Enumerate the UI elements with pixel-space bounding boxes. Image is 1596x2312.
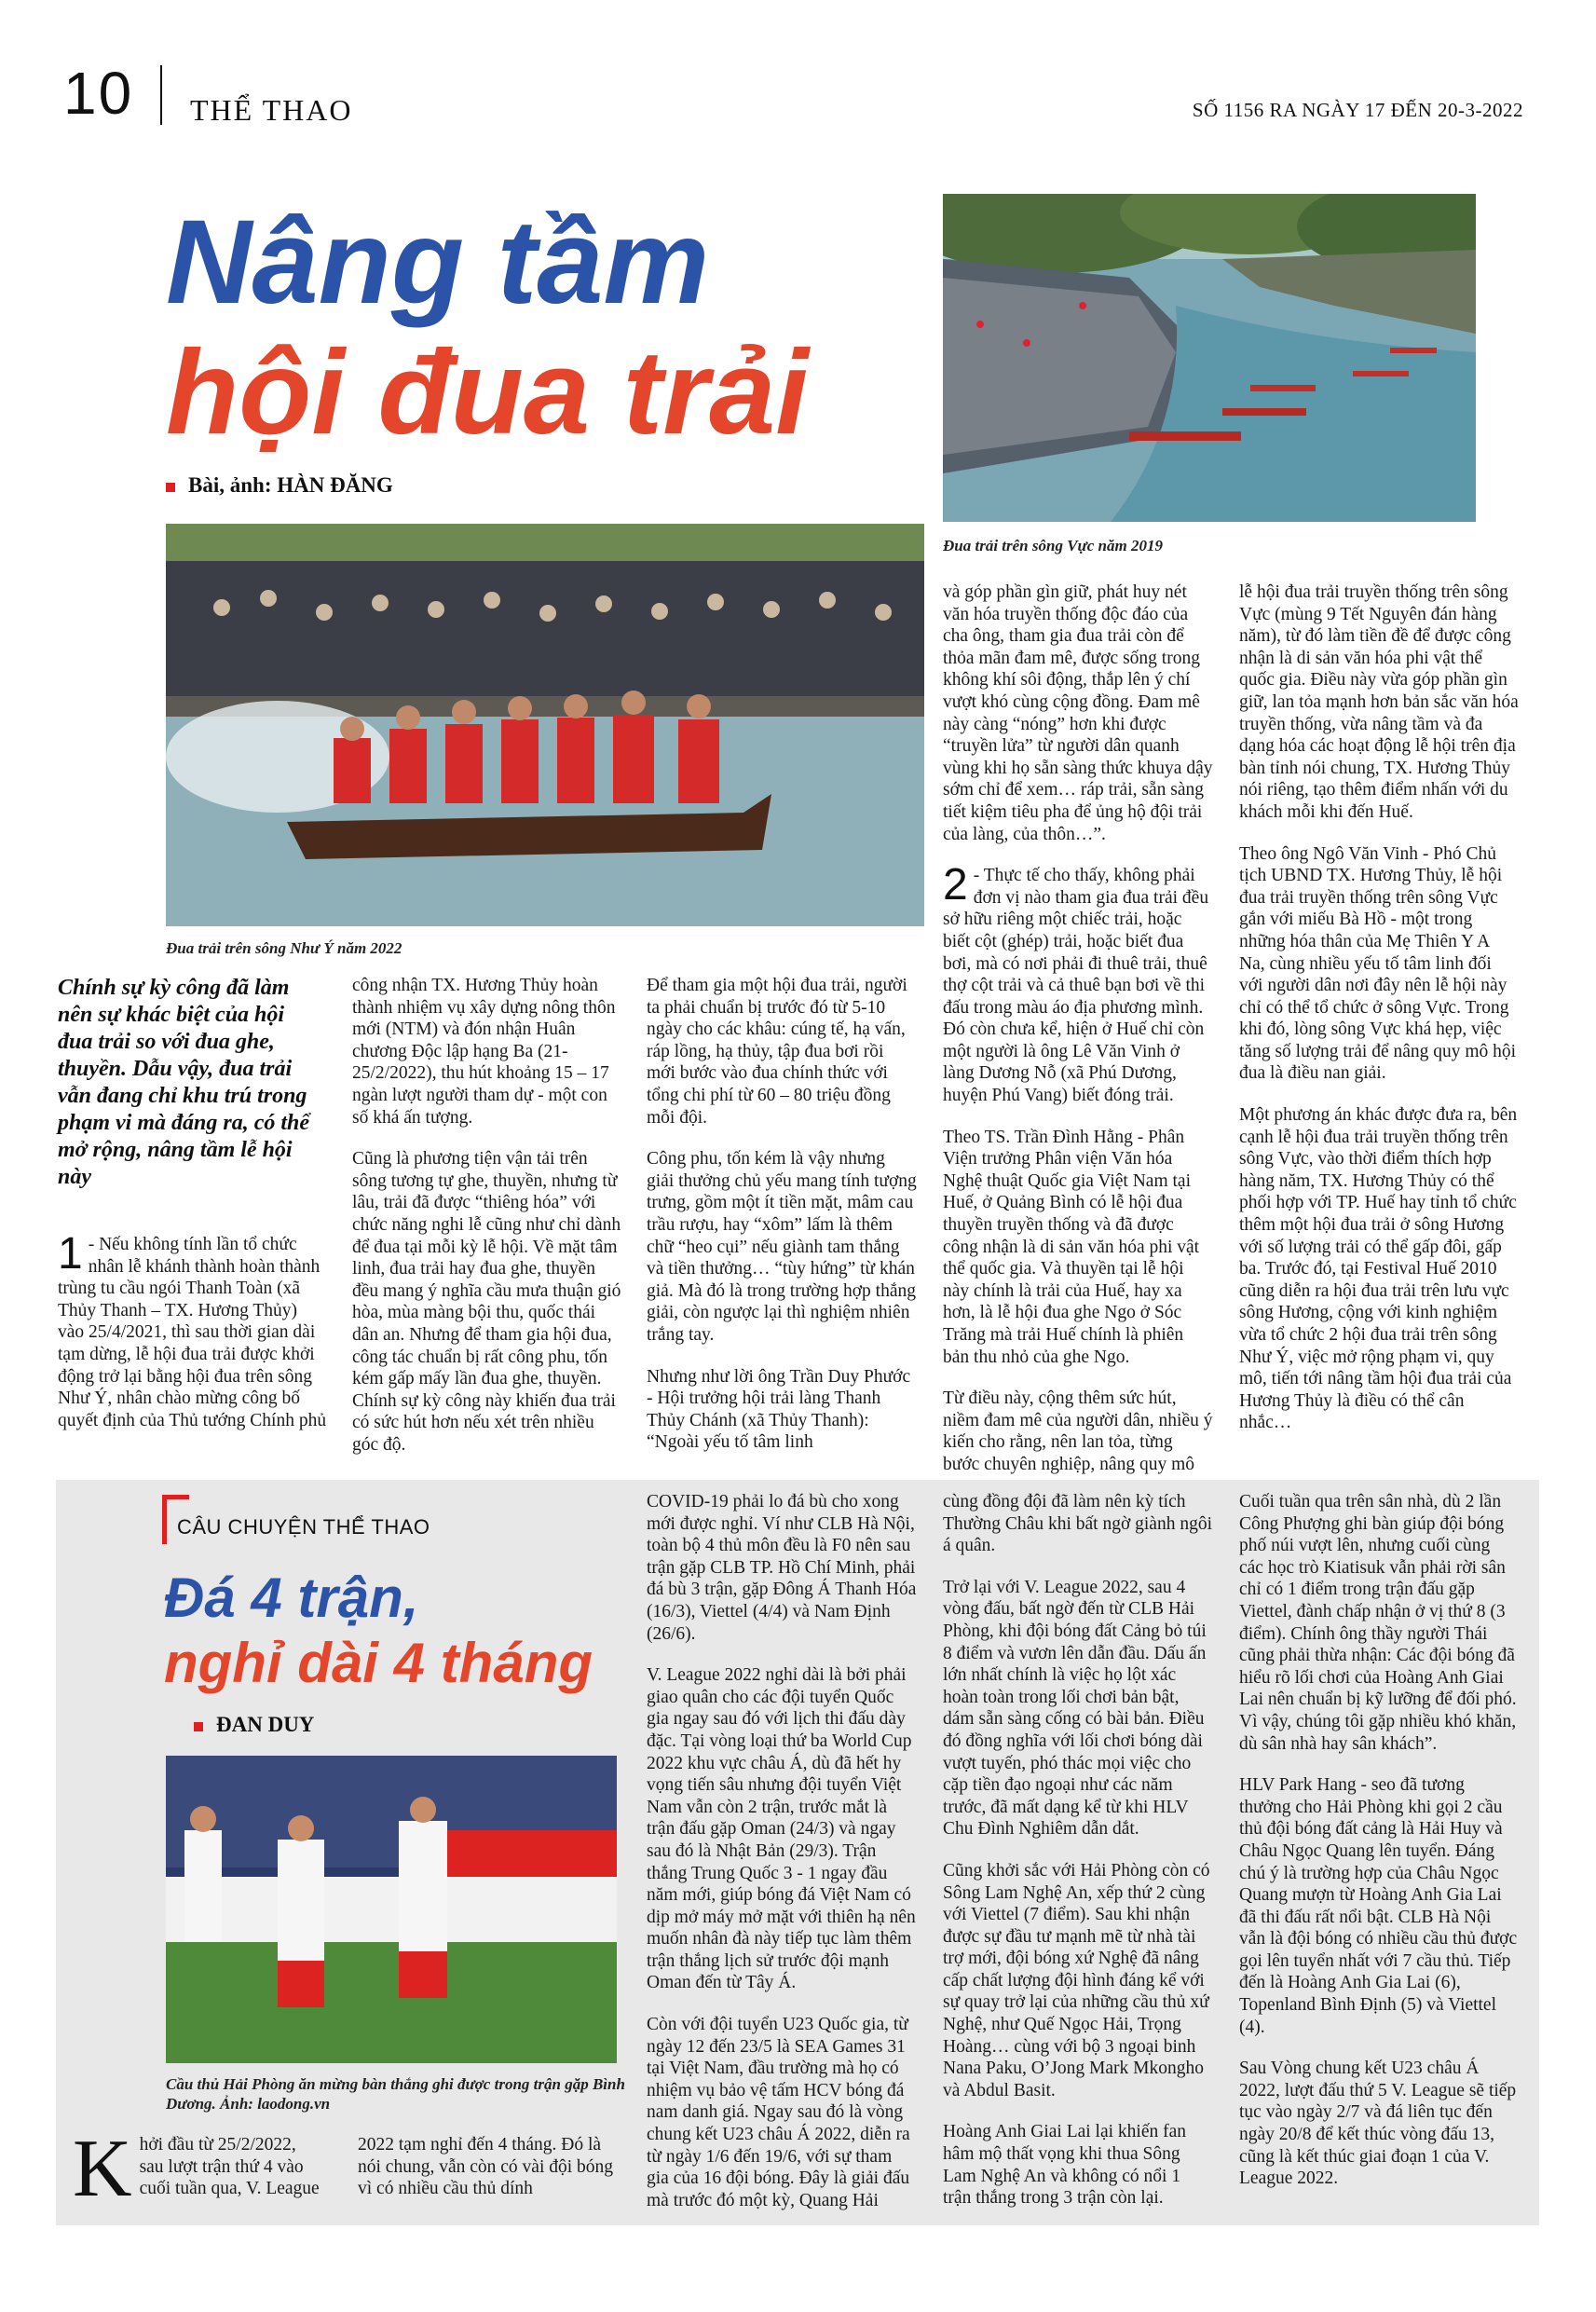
paragraph: Cuối tuần qua trên sân nhà, dù 2 lần Công Phượng ghi bàn giúp đội bóng phố núi vượt lên, nhưng cuối cùng các học trò Kiatisuk vẫn phải rời sân chỉ có 1 điểm trong trận đấu gặp Viettel, đành chấp nhận ở vị thứ 8 (3 điểm). Chính ông thầy người Thái cũng phải thừa nhận: Các đội bóng đã hiểu rõ lối chơi của Hoàng Anh Giai Lai nên chuẩn bị kỹ lưỡng để đối phó. Vì vậy, chúng tôi gặp nhiều khó khăn, dù sân nhà hay sân khách”. xyxy=(1239,1492,1517,1754)
byline-text: ĐAN DUY xyxy=(216,1713,315,1736)
story-column4 xyxy=(943,1491,1213,2229)
paragraph: - Nếu không tính lần tổ chức nhân lễ khánh thành hoàn thành trùng tu cầu ngói Thanh Toàn (xã Thủy Thanh – TX. Hương Thủy) vào 25/4/2021, thì sau thời gian dài tạm dừng, lễ hội đua trải được khởi động trở lại bằng hội đua trên sông Như Ý, nhân chào mừng công bố quyết định của Thủ tướng Chính phủ xyxy=(58,1235,327,1430)
story-label: CÂU CHUYỆN THỂ THAO xyxy=(177,1515,430,1539)
paragraph: Cũng là phương tiện vận tải trên sông tương tự ghe, thuyền, nhưng từ lâu, trải đã được “thiêng hóa” với chức năng nghi lễ cũng như chỉ dành để đua tại mỗi kỳ lễ hội. Về mặt tâm linh, đua trải hay đua ghe, thuyền đều mang ý nghĩa cầu mưa thuận gió hòa, mùa màng bội thu, quốc thái dân an. Nhưng để tham gia hội đua, công tác chuẩn bị rất công phu, tốn kém gấp mấy lần đua ghe, thuyền. Chính sự kỳ công này khiến đua trải có sức hút hơn nếu xét trên nhiều góc độ. xyxy=(352,1149,621,1455)
paragraph: HLV Park Hang - seo đã tương thưởng cho Hải Phòng khi gọi 2 cầu thủ đội bóng đất cảng là Hải Huy và Châu Ngọc Quang lên tuyển. Đáng chú ý là trường hợp của Châu Ngọc Quang mượn từ Hoàng Anh Gia Lai đã thi đấu rất nổi bật. CLB Hà Nội vẫn là đội bóng có nhiều cầu thủ được gọi lên tuyển nhất với 7 cầu thủ. Tiếp đến là Hoàng Anh Gia Lai (6), Topenland Bình Định (5) và Viettel (4). xyxy=(1239,1775,1518,2037)
photo-boat-race xyxy=(166,524,924,926)
paragraph: cùng đồng đội đã làm nên kỳ tích Thường Châu khi bất ngờ giành ngôi á quân. xyxy=(943,1492,1212,1556)
paragraph: Hoàng Anh Giai Lai lại khiến fan hâm mộ thất vọng khi thua Sông Lam Nghệ An và không có nổi 1 trận thắng trong 3 trận còn lại. xyxy=(943,2122,1187,2209)
paragraph: Một phương án khác được đưa ra, bên cạnh lễ hội đua trải truyền thống trên sông Vực, vào thời điểm thích hợp hàng năm, TX. Hương Thủy có thể phối hợp với TP. Huế hay tỉnh tổ chức thêm một hội đua trải ở sông Hương với số lượng trải có thể gấp đôi, gấp ba. Trước đó, tại Festival Huế 2010 cũng diễn ra hội đua trải trên lưu vực sông Hương, cộng với kinh nghiệm vừa tổ chức 2 hội đua trải trên sông Như Ý, việc mở rộng phạm vi, quy mô, tiến tới nâng tầm hội đua trải của Hương Thủy là điều có thể cân nhắc… xyxy=(1239,1105,1518,1433)
article1-column3 xyxy=(647,975,917,1473)
paragraph: lễ hội đua trải truyền thống trên sông Vực (mùng 9 Tết Nguyên đán hàng năm), từ đó làm tiền đề để được công nhận là di sản văn hóa phi vật thể quốc gia. Điều này vừa góp phần gìn giữ, lan tỏa mạnh hơn bản sắc văn hóa truyền thống, vừa nâng tầm và đa dạng hóa các hoạt động lễ hội trên địa bàn tỉnh nói chung, TX. Hương Thủy nói riêng, tạo thêm điểm nhấn với du khách mỗi khi đến Huế. xyxy=(1239,582,1519,822)
article-title-line2: hội đua trải xyxy=(166,326,809,459)
drop-cap: K xyxy=(73,2124,132,2214)
story-column5 xyxy=(1239,1491,1519,2209)
article1-column4 xyxy=(943,581,1213,1496)
paragraph: Theo ông Ngô Văn Vinh - Phó Chủ tịch UBND TX. Hương Thủy, lễ hội đua trải truyền thống trên sông Vực gắn với miếu Bà Hồ - một trong những hóa thân của Mẹ Thiên Y A Na, cùng nhiều yếu tố tâm linh đối với người dân nơi đây nên lễ hội này chỉ có thể tổ chức ở sông Vực. Trong khi đó, lòng sông Vực khá hẹp, việc tăng số lượng trải để nâng quy mô hội đua là điều nan giải. xyxy=(1239,843,1517,1084)
story-title-line1: Đá 4 trận, xyxy=(164,1566,419,1629)
paragraph: Sau Vòng chung kết U23 châu Á 2022, lượt đấu thứ 5 V. League sẽ tiếp tục vào ngày 2/7 và đá liên tục đến ngày 20/8 để kết thúc vòng đấu 13, cũng là kết thúc giai đoạn 1 của V. League 2022. xyxy=(1239,2059,1517,2189)
paragraph: Từ điều này, cộng thêm sức hút, niềm đam mê của người dân, nhiều ý kiến cho rằng, nên lan tỏa, từng bước chuyên nghiệp, nâng quy mô xyxy=(943,1389,1213,1474)
story-title-line2: nghỉ dài 4 tháng xyxy=(164,1632,593,1694)
paragraph: hởi đầu từ 25/2/2022, sau lượt trận thứ 4 vào cuối tuần qua, V. League xyxy=(139,2135,320,2199)
byline-text: Bài, ảnh: HÀN ĐĂNG xyxy=(188,473,393,497)
article-title-line1: Nâng tầm xyxy=(166,196,710,329)
paragraph: V. League 2022 nghỉ dài là bởi phải giao quân cho các đội tuyển Quốc gia ngay sau đó với lịch thi đấu dày đặc. Tại vòng loại thứ ba World Cup 2022 khu vực châu Á, dù đã hết hy vọng tiến sâu nhưng đội tuyển Việt Nam vẫn còn 2 trận, trước mắt là trận đấu gặp Oman (24/3) và ngay sau đó là Nhật Bản (29/3). Trận thắng Trung Quốc 3 - 1 ngay đầu năm mới, giúp bóng đá Việt Nam có dịp mở máy mở mặt với thiên hạ nên muốn nhân đà này tiếp tục làm thêm trận thắng lịch sử trước đội mạnh Oman đến từ Tây Á. xyxy=(647,1665,916,1993)
section-number-1: 1 xyxy=(58,1229,83,1279)
photo-caption-main: Đua trải trên sông Như Ý năm 2022 xyxy=(166,939,402,957)
paragraph: và góp phần gìn giữ, phát huy nét văn hóa truyền thống độc đáo của cha ông, tham gia đua trải còn để thỏa mãn đam mê, được sống trong không khí sôi động, thắp lên ý chí vượt khó cùng cộng đồng. Đam mê này càng “nóng” hơn khi được “truyền lửa” từ người dân quanh vùng khi họ sẵn sàng thức khuya dậy sớm chỉ để xem… ráp trải, sẵn sàng tiết kiệm tiêu pha để ủng hộ đội trải của làng, của thôn…”. xyxy=(943,582,1213,844)
story-column1 xyxy=(73,2124,324,2220)
paragraph: Còn với đội tuyển U23 Quốc gia, từ ngày 12 đến 23/5 là SEA Games 31 tại Việt Nam, đầu trường mà họ có nhiệm vụ bảo vệ tấm HCV bóng đá nam danh giá. Ngay sau đó là vòng chung kết U23 châu Á 2022, diễn ra từ ngày 1/6 đến 19/6, với sự tham gia của 16 đội bóng. Đây là giải đấu mà trước đó một kỳ, Quang Hải xyxy=(647,2015,910,2210)
story-column2 xyxy=(358,2134,619,2220)
paragraph: Theo TS. Trần Đình Hằng - Phân Viện trưởng Phân viện Văn hóa Nghệ thuật Quốc gia Việt Nam tại Huế, ở Quảng Bình có lễ hội đua thuyền truyền thống và đã được công nhận là di sản văn hóa phi vật thể quốc gia. Và thuyền tại lễ hội này chính là trải của Huế, hay xa hơn, là lễ hội đua ghe Ngo ở Sóc Trăng mà trải Huế chính là phiên bản thu nhỏ của ghe Ngo. xyxy=(943,1127,1200,1367)
paragraph: - Thực tế cho thấy, không phải đơn vị nào tham gia đua trải đều sở hữu riêng một chiếc trải, hoặc biết cột (ghép) trải, hoặc biết đua bơi, mà có nơi phải đi thuê trải, thuê thợ cột trải và cả thuê bạn bơi về thi đấu trong màu áo địa phương mình. Đó còn chưa kể, hiện ở Huế chỉ còn một người là ông Lê Văn Vinh ở làng Dương Nỗ (xã Phú Dương, huyện Phú Vang) biết đóng trải. xyxy=(943,866,1209,1106)
byline xyxy=(166,473,393,498)
article1-column2 xyxy=(352,975,622,1475)
article1-column1 xyxy=(58,1229,328,1451)
paragraph: COVID-19 phải lo đá bù cho xong mới được nghỉ. Ví như CLB Hà Nội, toàn bộ 4 thủ môn đều là F0 nên sau trận gặp CLB TP. Hồ Chí Minh, phải đá bù 3 trận, gặp Đông Á Thanh Hóa (16/3), Viettel (4/4) và Nam Định (26/6). xyxy=(647,1492,917,1644)
story-byline xyxy=(194,1713,314,1737)
story-photo-caption: Cầu thủ Hải Phòng ăn mừng bàn thắng ghi được trong trận gặp Bình Dương. Ảnh: laodong.vn xyxy=(166,2075,625,2113)
paragraph: Nhưng như lời ông Trần Duy Phước - Hội trưởng hội trải làng Thanh Thủy Chánh (xã Thủy Thanh): “Ngoài yếu tố tâm linh xyxy=(647,1366,911,1453)
section-name: THỂ THAO xyxy=(190,93,353,127)
photo-river-race xyxy=(943,194,1476,522)
issue-info: SỐ 1156 RA NGÀY 17 ĐẾN 20-3-2022 xyxy=(1192,99,1523,121)
bullet-icon xyxy=(194,1722,203,1731)
paragraph: Để tham gia một hội đua trải, người ta phải chuẩn bị trước đó từ 5-10 ngày cho các khâu: cúng tế, hạ vấn, ráp lồng, hạ thủy, tập đua bơi rồi mới bước vào đua chính thức với tổng chi phí từ 60 – 80 triệu đồng mỗi đội. xyxy=(647,976,907,1128)
paragraph: Trở lại với V. League 2022, sau 4 vòng đấu, bất ngờ đến từ CLB Hải Phòng, khi đội bóng đất Cảng bỏ túi 8 điểm và vươn lên dẫn đầu. Dấu ấn lớn nhất chính là việc họ lột xác hoàn toàn trong lối chơi bản bật, dám sẵn sàng cống có bài bản. Điều đó đồng nghĩa với lối chơi bóng dài vượt tuyến, phó thác mọi việc cho cặp tiền đạo ngoại như các năm trước, đã mất dạng kể từ khi HLV Chu Đình Nghiêm dẫn dắt. xyxy=(943,1577,1207,1840)
photo-football-celebration xyxy=(166,1756,617,2063)
paragraph: Công phu, tốn kém là vậy nhưng giải thưởng chủ yếu mang tính tượng trưng, gồm một ít tiền mặt, mâm cau trầu rượu, hay “xôm” lấm là thêm chữ “heo cụi” nếu giành tam thắng và tiền thưởng… “tùy hứng” từ khán giả. Mà đó là trong trường hợp thắng giải, còn ngược lại thì nghiệm nhiên trắng tay. xyxy=(647,1149,917,1345)
paragraph: Cũng khởi sắc với Hải Phòng còn có Sông Lam Nghệ An, xếp thứ 2 cùng với Viettel (7 điểm). Sau khi nhận được sự đầu tư mạnh mẽ từ nhà tài trợ mới, đội bóng xứ Nghệ đã nâng cấp chất lượng đội hình đáng kể với sự quay trở lại của những cầu thủ xứ Nghệ, như Quế Ngọc Hải, Trọng Hoàng… cùng với bộ 3 ngoại binh Nana Paku, O’Jong Mark Mkongho và Abdul Basit. xyxy=(943,1860,1210,2100)
section-number-2: 2 xyxy=(943,860,968,910)
article1-column5 xyxy=(1239,581,1519,1454)
header-divider xyxy=(160,65,162,125)
paragraph: 2022 tạm nghỉ đến 4 tháng. Đó là nói chung, vẫn còn có vài đội bóng vì có nhiều cầu thủ dính xyxy=(358,2135,614,2199)
bullet-icon xyxy=(166,483,175,492)
photo-caption-top: Đua trải trên sông Vực năm 2019 xyxy=(943,537,1163,554)
article-lead: Chính sự kỳ công đã làm nên sự khác biệt của hội đua trải so với đua ghe, thuyền. Dẫu vậy, đua trải vẫn đang chỉ khu trú trong phạm vi mà đáng ra, có thể mở rộng, nâng tầm lễ hội này xyxy=(58,976,310,1189)
story-column3 xyxy=(647,1491,917,2231)
page-number: 10 xyxy=(63,60,134,127)
paragraph: công nhận TX. Hương Thủy hoàn thành nhiệm vụ xây dựng nông thôn mới (NTM) và đón nhận Huân chương Độc lập hạng Ba (21-25/2/2022), thu hút khoảng 15 – 17 ngàn lượt người tham dự - một con số khá ấn tượng. xyxy=(352,976,616,1128)
